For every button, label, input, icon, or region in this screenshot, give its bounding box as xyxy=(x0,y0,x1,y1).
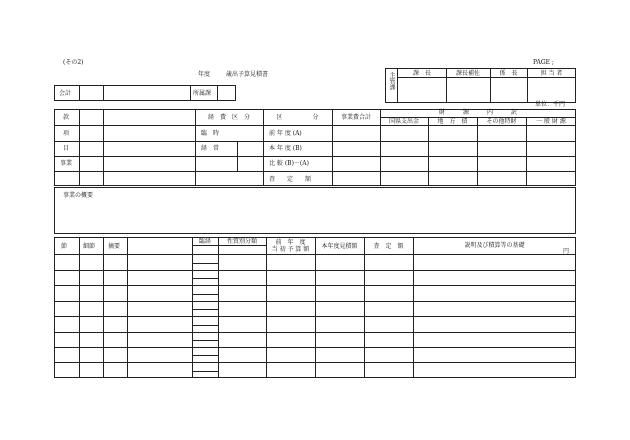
overview-box xyxy=(54,187,576,234)
jigyohi-gokei-label: 事業費合計 xyxy=(340,114,371,121)
form-title: 歳出予算見積書 xyxy=(226,71,269,78)
approval-role: 係 長 xyxy=(499,70,518,77)
page-number: (その2) xyxy=(63,59,84,66)
approval-role: 課 長 xyxy=(412,70,431,77)
seishitsu-header: 性質別分類 xyxy=(226,238,257,245)
overview-label: 事業の概要 xyxy=(63,192,94,199)
jigyo-label: 事業 xyxy=(60,160,73,167)
approval-side-label: 主管課 xyxy=(388,72,395,90)
zaigen-col: 一 般 財 源 xyxy=(536,118,566,125)
kaikei-label: 会計 xyxy=(59,90,72,97)
rinkei-header: 臨経 xyxy=(198,238,211,245)
yen-unit: 円 xyxy=(563,248,570,255)
kubun-label: 区 分 xyxy=(276,114,319,121)
kou-label: 項 xyxy=(63,130,70,137)
zennendo-a-label: 前 年 度 (A) xyxy=(269,130,302,137)
page-label: PAGE ; xyxy=(533,59,554,66)
fiscal-year-label: 年度 xyxy=(198,71,211,78)
honnendo-header: 本年度見積額 xyxy=(321,243,358,250)
honnendo-b-label: 本 年 度 (B) xyxy=(269,145,302,152)
satei-label: 査 定 額 xyxy=(269,176,312,183)
keijo-label: 経 常 xyxy=(201,145,220,152)
satei-header: 査 定 額 xyxy=(373,243,404,250)
saisetsu-header: 細節 xyxy=(83,243,96,250)
zennendo-header-1: 前 年 度 xyxy=(275,239,306,246)
hikaku-label: 比 較 (B)－(A) xyxy=(269,160,309,167)
setsu-header: 節 xyxy=(61,243,68,250)
zaigen-uchiwake-label: 財 源 内 訳 xyxy=(438,109,517,116)
approval-role: 担 当 者 xyxy=(540,70,563,77)
zaigen-col: その他特財 xyxy=(486,118,517,125)
approval-role: 課長補佐 xyxy=(455,70,480,77)
moku-label: 目 xyxy=(63,145,70,152)
kan-label: 款 xyxy=(63,114,70,121)
unit-label: 単位：千円 xyxy=(535,101,566,108)
tekiyo-header: 摘要 xyxy=(108,243,121,250)
keihi-kubun-label: 経 費 区 分 xyxy=(207,114,250,121)
zaigen-col: 国県支出金 xyxy=(388,118,419,125)
rinji-label: 臨 時 xyxy=(201,130,220,137)
zennendo-header-2: 当 初 予 算 額 xyxy=(271,246,310,253)
zaigen-col: 地 方 債 xyxy=(437,118,468,125)
setsumei-header: 説明及び積算等の基礎 xyxy=(464,242,525,249)
shozoku-label: 所属課 xyxy=(193,90,212,97)
